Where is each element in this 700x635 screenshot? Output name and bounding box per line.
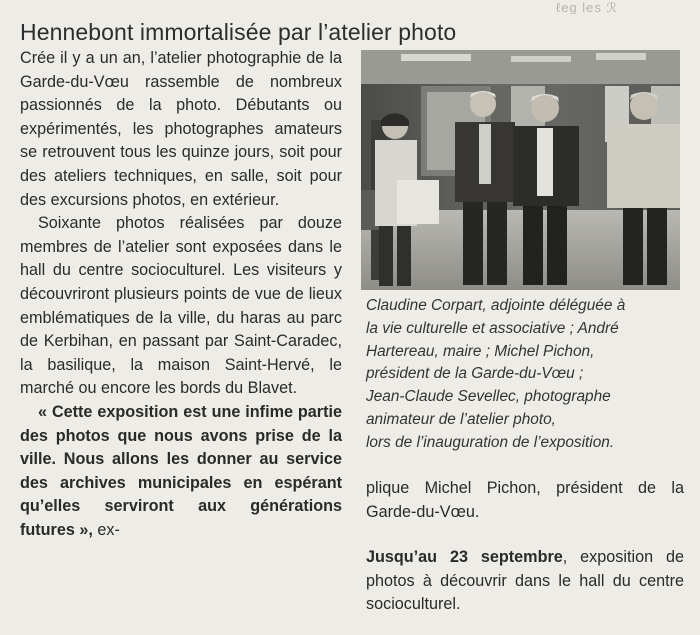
caption-line: animateur de l’atelier photo, bbox=[366, 410, 556, 428]
caption-line: Claudine Corpart, adjointe déléguée à bbox=[366, 297, 626, 314]
paragraph-continuation: plique Michel Pichon, président de la Garde-du-Vœu. bbox=[366, 479, 684, 521]
article-headline: Hennebont immortalisée par l’atelier photo bbox=[20, 19, 457, 46]
caption-line: la vie culturelle et associative ; André bbox=[366, 319, 619, 337]
bleed-through-text: ℓeg les ℛ bbox=[556, 0, 618, 14]
paragraph-intro: Crée il y a un an, l’atelier photographie de la Garde-du-Vœu rassemble de nombreux passionnés de la photo. Débutants ou expérimentés, les photographes amateurs se retrouvent tous les quinze jours, soit pour des ateliers techniques, en salle, soit pour des excursions photos, en extérieur. bbox=[20, 49, 342, 209]
photo-illustration bbox=[361, 50, 680, 290]
caption-line: Jean-Claude Sevellec, photographe bbox=[366, 388, 611, 406]
quote-tail: ex- bbox=[92, 520, 120, 539]
paragraph-quote bbox=[20, 401, 342, 543]
inauguration-photo bbox=[361, 50, 680, 290]
paragraph-exhibition: Soixante photos réalisées par douze membres de l’atelier sont exposées dans le hall du centre socioculturel. Les visiteurs y découvriront plusieurs points de vue de lieux emblématiques de la ville, du haras au parc de Kerbihan, en passant par Saint-Caradec, la basilique, la maison Saint-Hervé, le marché ou encore les bords du Blavet. bbox=[20, 214, 342, 398]
exhibition-dates: Jusqu’au 23 septembre bbox=[366, 548, 563, 567]
caption-line: Hartereau, maire ; Michel Pichon, bbox=[366, 342, 595, 360]
quote-text: « Cette exposition est une infime partie des photos que nous avons prise de la ville. Nous allons les donner au service des archives municipales en espérant qu’elles serviront aux générations futures », bbox=[20, 402, 342, 539]
article-body-right bbox=[366, 477, 684, 617]
caption-line: lors de l’inauguration de l’exposition. bbox=[366, 433, 615, 451]
caption-line: président de la Garde-du-Vœu ; bbox=[366, 365, 584, 383]
paragraph-dates bbox=[366, 546, 684, 617]
photo-caption bbox=[366, 295, 686, 455]
article-body-left bbox=[20, 47, 342, 542]
exhibition-info: , exposition de photos à découvrir dans le hall du centre socioculturel. bbox=[366, 548, 684, 614]
